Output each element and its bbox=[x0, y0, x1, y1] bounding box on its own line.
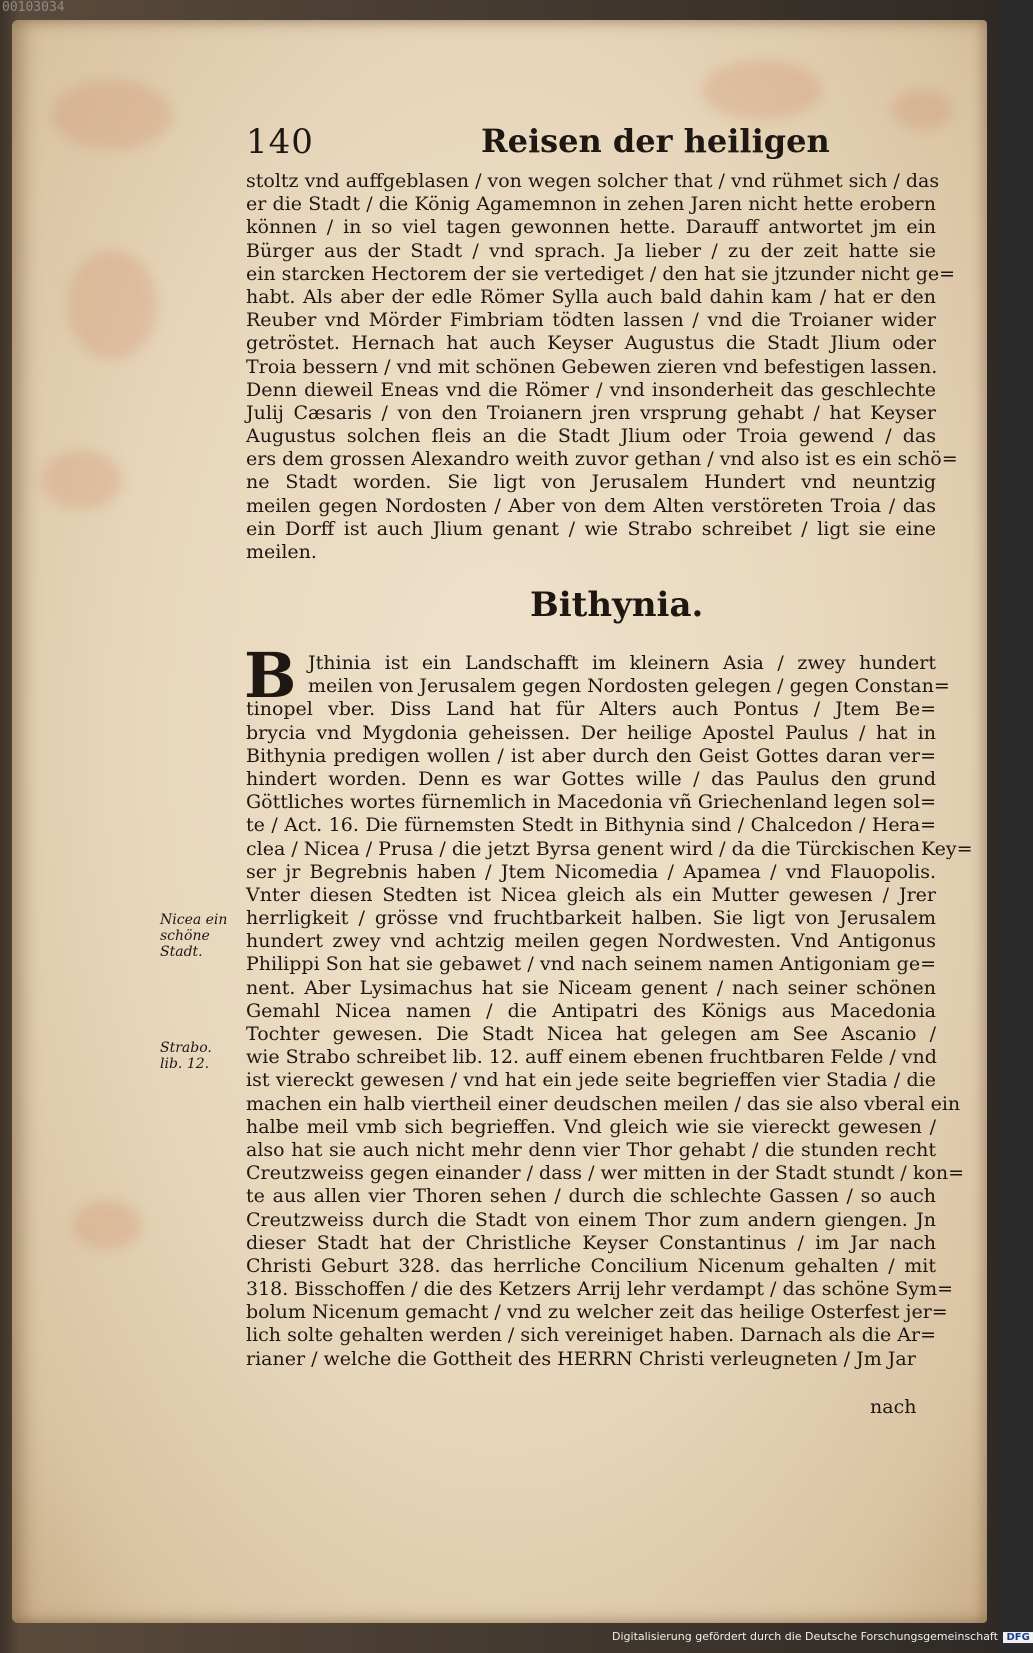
text-line: also hat sie auch nicht mehr denn vier Thor gehabt / die stunden recht bbox=[246, 1138, 936, 1161]
page-header bbox=[246, 122, 946, 174]
dfg-logo: DFG bbox=[1003, 1632, 1032, 1643]
text-line: meilen gegen Nordosten / Aber von dem Alten verstöreten Troia / das bbox=[246, 494, 936, 517]
text-line: Tochter gewesen. Die Stadt Nicea hat gelegen am See Ascanio / bbox=[246, 1023, 936, 1045]
section-heading: Bithynia. bbox=[530, 585, 704, 625]
text-line: halbe meil vmb sich begrieffen. Vnd gleich wie sie viereckt gewesen / bbox=[246, 1115, 936, 1138]
text-line: stoltz vnd auffgeblasen / von wegen solcher that / vnd rühmet sich / das bbox=[246, 170, 940, 192]
text-line: Bürger aus der Stadt / vnd sprach. Ja lieber / zu der zeit hatte sie bbox=[246, 239, 936, 262]
text-line: ser jr Begrebnis haben / Jtem Nicomedia / Apamea / vnd Flauopolis. bbox=[246, 860, 936, 883]
text-line: hundert zwey vnd achtzig meilen gegen Nordwesten. Vnd Antigonus bbox=[246, 930, 936, 953]
catchword: nach bbox=[870, 1396, 917, 1418]
text-line: er die Stadt / die König Agamemnon in zehen Jaren nicht hette erobern bbox=[246, 193, 936, 216]
credit-text: Digitalisierung gefördert durch die Deutsche Forschungsgemeinschaft bbox=[612, 1630, 998, 1643]
marginal-note-line: lib. 12. bbox=[160, 1056, 210, 1072]
text-line: machen ein halb viertheil einer deudschen meilen / das sie also vberal ein bbox=[246, 1092, 961, 1115]
foxing-stain bbox=[52, 80, 172, 150]
marginal-note-strabo bbox=[160, 1040, 212, 1072]
text-line: Gemahl Nicea namen / die Antipatri des Königs aus Macedonia bbox=[246, 999, 936, 1022]
drop-cap-initial: B bbox=[244, 639, 297, 712]
text-line: ne Stadt worden. Sie ligt von Jerusalem Hundert vnd neuntzig bbox=[246, 471, 936, 494]
text-line: getröstet. Hernach hat auch Keyser Augustus die Stadt Jlium oder bbox=[246, 332, 936, 355]
foxing-stain bbox=[42, 450, 122, 510]
text-line: Jthinia ist ein Landschafft im kleinern Asia / zwey hundert bbox=[308, 652, 936, 674]
text-line: Denn dieweil Eneas vnd die Römer / vnd insonderheit das geschlechte bbox=[246, 378, 936, 401]
intro-paragraph bbox=[246, 170, 958, 564]
text-line: Göttliches wortes fürnemlich in Macedonia vñ Griechenland legen sol= bbox=[246, 791, 936, 814]
text-line: herrligkeit / grösse vnd fruchtbarkeit halben. Sie ligt von Jerusalem bbox=[246, 907, 936, 930]
text-line: meilen. bbox=[246, 541, 317, 563]
text-line: tinopel vber. Diss Land hat für Alters auch Pontus / Jtem Be= bbox=[246, 698, 936, 721]
text-line: lich solte gehalten werden / sich vereiniget haben. Darnach als die Ar= bbox=[246, 1324, 936, 1347]
text-line: Philippi Son hat sie gebawet / vnd nach seinem namen Antigoniam ge= bbox=[246, 953, 936, 976]
text-line: brycia vnd Mygdonia geheissen. Der heilige Apostel Paulus / hat in bbox=[246, 721, 936, 744]
marginal-note-line: Stadt. bbox=[160, 944, 203, 960]
text-line: Augustus solchen fleis an die Stadt Jlium oder Troia gewend / das bbox=[246, 425, 936, 448]
text-line: ein starcken Hectorem der sie vertediget / den hat sie jtzunder nicht ge= bbox=[246, 262, 956, 285]
text-line: wie Strabo schreibet lib. 12. auff einem ebenen fruchtbaren Felde / vnd bbox=[246, 1046, 937, 1069]
text-line: können / in so viel tagen gewonnen hette. Darauff antwortet jm ein bbox=[246, 216, 936, 239]
marginal-note-nicea bbox=[160, 912, 227, 960]
running-title: Reisen der heiligen bbox=[481, 122, 830, 160]
marginal-note-line: schöne bbox=[160, 928, 210, 944]
text-line: Creutzweiss durch die Stadt von einem Thor zum andern giengen. Jn bbox=[246, 1208, 936, 1231]
section-paragraph bbox=[244, 639, 973, 1371]
digitization-credit bbox=[612, 1630, 1033, 1643]
foxing-stain bbox=[67, 250, 157, 360]
page-number: 140 bbox=[246, 122, 314, 162]
text-line: ers dem grossen Alexandro weith zuvor gethan / vnd also ist es ein schö= bbox=[246, 448, 958, 471]
scan-id-label: 00103034 bbox=[2, 0, 65, 15]
text-line: dieser Stadt hat der Christliche Keyser Constantinus / im Jar nach bbox=[246, 1231, 936, 1254]
text-line: rianer / welche die Gottheit des HERRN Christi verleugneten / Jm Jar bbox=[246, 1347, 916, 1370]
text-line: Vnter diesen Stedten ist Nicea gleich als ein Mutter gewesen / Jrer bbox=[246, 883, 936, 906]
text-line: Creutzweiss gegen einander / dass / wer mitten in der Stadt stundt / kon= bbox=[246, 1162, 964, 1185]
text-line: habt. Als aber der edle Römer Sylla auch bald dahin kam / hat er den bbox=[246, 285, 936, 308]
foxing-stain bbox=[702, 60, 822, 120]
text-line: meilen von Jerusalem gegen Nordosten gelegen / gegen Constan= bbox=[308, 675, 950, 698]
text-line: hindert worden. Denn es war Gottes wille / das Paulus den grund bbox=[246, 767, 936, 790]
text-line: Reuber vnd Mörder Fimbriam tödten lassen / vnd die Troianer wider bbox=[246, 309, 936, 332]
text-line: clea / Nicea / Prusa / die jetzt Byrsa genent wird / da die Türckischen Key= bbox=[246, 837, 973, 860]
text-line: ist viereckt gewesen / vnd hat ein jede seite begrieffen vier Stadia / die bbox=[246, 1069, 936, 1092]
text-line: te aus allen vier Thoren sehen / durch die schlechte Gassen / so auch bbox=[246, 1185, 936, 1208]
marginal-note-line: Nicea ein bbox=[160, 912, 228, 928]
text-line: bolum Nicenum gemacht / vnd zu welcher zeit das heilige Osterfest jer= bbox=[246, 1301, 948, 1324]
text-line: te / Act. 16. Die fürnemsten Stedt in Bithynia sind / Chalcedon / Hera= bbox=[246, 814, 936, 837]
text-line: Christi Geburt 328. das herrliche Concilium Nicenum gehalten / mit bbox=[246, 1254, 936, 1277]
foxing-stain bbox=[72, 1200, 142, 1250]
text-line: ein Dorff ist auch Jlium genant / wie Strabo schreibet / ligt sie eine bbox=[246, 517, 936, 540]
text-line: Julij Cæsaris / von den Troianern jren vrsprung gehabt / hat Keyser bbox=[246, 401, 936, 424]
marginal-note-line: Strabo. bbox=[160, 1040, 212, 1056]
text-line: nent. Aber Lysimachus hat sie Niceam genent / nach seiner schönen bbox=[246, 976, 936, 999]
text-line: Bithynia predigen wollen / ist aber durch den Geist Gottes daran ver= bbox=[246, 744, 936, 767]
text-line: Troia bessern / vnd mit schönen Gebewen zieren vnd befestigen lassen. bbox=[246, 355, 938, 378]
text-line: 318. Bisschoffen / die des Ketzers Arrij lehr verdampt / das schöne Sym= bbox=[246, 1278, 954, 1301]
